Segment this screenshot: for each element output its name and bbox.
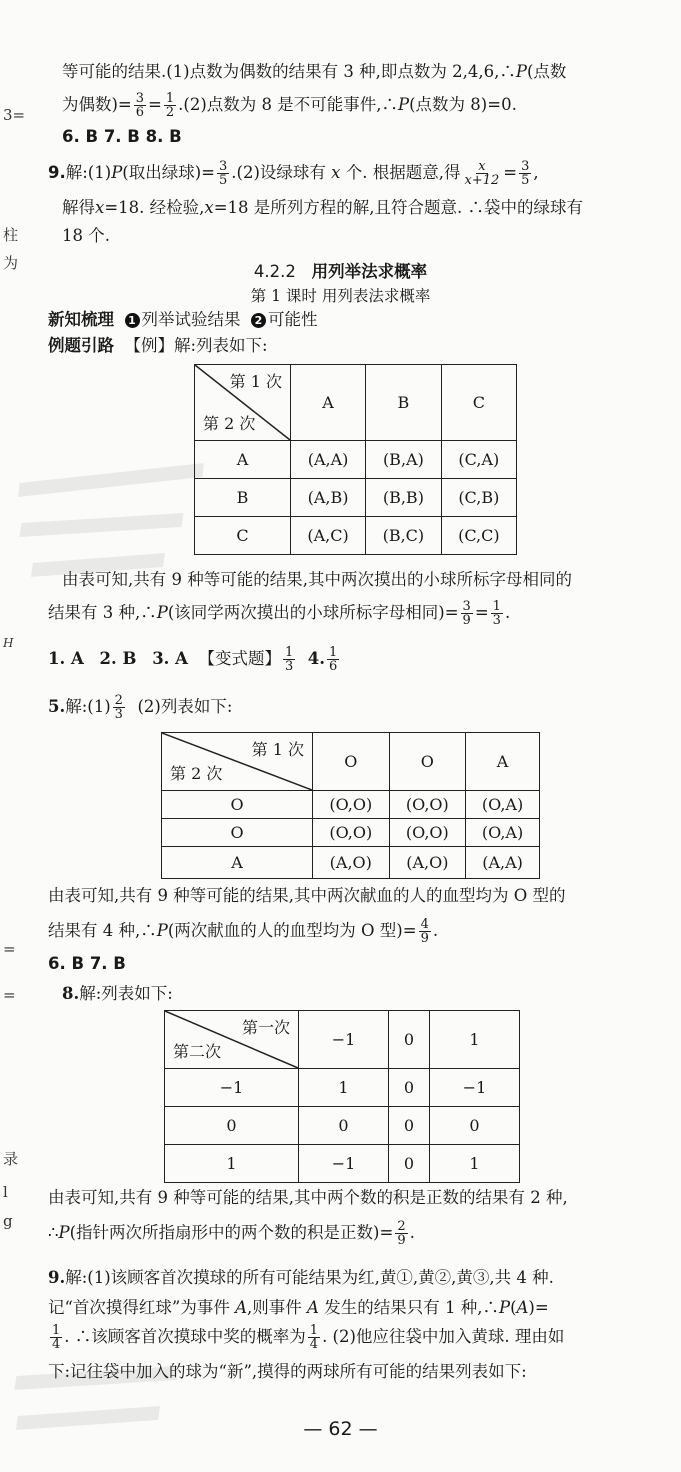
- margin-text: 3=: [3, 106, 26, 124]
- cell: 0: [389, 1069, 430, 1107]
- cell: (O,O): [313, 791, 390, 819]
- answer-line: 下:记往袋中加入的球为“新”,摸得的两球所有可能的结果列表如下:: [48, 1362, 527, 1381]
- fraction: $\frac{1}{6}$: [329, 645, 338, 674]
- answer-line: ∴P(指针两次所指扇形中的两个数的积是正数)= $\frac{2}{9}$ .: [48, 1219, 415, 1248]
- margin-text: g: [3, 1212, 13, 1230]
- margin-text: 录: [3, 1150, 19, 1168]
- answer-line: 结果有 3 种,∴P(该同学两次摸出的小球所标字母相同)= $\frac{3}{9}$ = $\frac{1}{3}$ .: [48, 599, 511, 628]
- cell: (O,A): [466, 791, 540, 819]
- answer-line: 等可能的结果.(1)点数为偶数的结果有 3 种,即点数为 2,4,6,∴P(点数: [62, 62, 567, 81]
- table-row: [162, 791, 540, 819]
- cell: (O,O): [313, 819, 390, 847]
- fraction: $\frac{4}{9}$: [420, 917, 429, 946]
- fraction: $\frac{3}{5}$: [219, 159, 228, 188]
- fraction: $\frac{3}{9}$: [462, 599, 471, 628]
- table-row: [195, 517, 517, 555]
- row-header: O: [162, 791, 313, 819]
- row-header: C: [195, 517, 291, 555]
- margin-text: =: [3, 986, 16, 1004]
- margin-text: l: [3, 1183, 8, 1201]
- table-row: [162, 847, 540, 879]
- row-header: A: [162, 847, 313, 879]
- table-corner: 第一次 第二次: [165, 1011, 299, 1069]
- row-header: −1: [165, 1069, 299, 1107]
- table-products: [164, 1010, 520, 1183]
- answer-line: 9.解:(1)该顾客首次摸球的所有可能结果为红,黄①,黄②,黄③,共 4 种.: [48, 1268, 554, 1287]
- cell: (B,A): [366, 441, 442, 479]
- row-header: O: [162, 819, 313, 847]
- cell: (A,B): [291, 479, 366, 517]
- fraction: $\frac{2}{3}$: [114, 693, 123, 722]
- lesson-title: 第 1 课时 用列表法求概率: [250, 287, 431, 305]
- cell: −1: [299, 1145, 389, 1183]
- col-header: −1: [299, 1011, 389, 1069]
- col-header: 0: [389, 1011, 430, 1069]
- table-row: [195, 441, 517, 479]
- fraction: $\frac{1}{3}$: [492, 599, 501, 628]
- col-header: C: [441, 365, 516, 441]
- answer-line: 1. A 2. B 3. A 【变式题】 $\frac{1}{3}$ 4. $\frac{1}{6}$: [48, 645, 338, 674]
- col-header: A: [466, 733, 540, 791]
- xinzhi-line: 新知梳理 1 列举试验结果 2 可能性: [48, 310, 318, 329]
- cell: (A,A): [466, 847, 540, 879]
- answer-line: 由表可知,共有 9 种等可能的结果,其中两次摸出的小球所标字母相同的: [62, 570, 572, 589]
- col-header: A: [291, 365, 366, 441]
- cell: (B,C): [366, 517, 442, 555]
- table-row: [165, 1145, 520, 1183]
- table-row: [165, 1069, 520, 1107]
- margin-text: =: [3, 940, 16, 958]
- answer-line: 5.解:(1) $\frac{2}{3}$ (2)列表如下:: [48, 693, 233, 722]
- answer-line: 结果有 4 种,∴P(两次献血的人的血型均为 O 型)= $\frac{4}{9}$ .: [48, 917, 439, 946]
- table-example: [194, 364, 517, 555]
- cell: (B,B): [366, 479, 442, 517]
- answer-line: 6. B 7. B 8. B: [62, 127, 182, 146]
- row-header: 0: [165, 1107, 299, 1145]
- answer-line: 为偶数)= $\frac{3}{6}$ = $\frac{1}{2}$ .(2)点数为 8 是不可能事件,∴P(点数为 8)=0.: [62, 91, 517, 120]
- answer-line: 6. B 7. B: [48, 954, 126, 973]
- table-corner: 第 1 次 第 2 次: [162, 733, 313, 791]
- row-header: 1: [165, 1145, 299, 1183]
- page-number: — 62 —: [303, 1418, 378, 1440]
- table-blood-type: [161, 732, 540, 879]
- cell: (A,C): [291, 517, 366, 555]
- row-header: B: [195, 479, 291, 517]
- margin-text: H: [3, 636, 14, 650]
- cell: 1: [429, 1145, 519, 1183]
- answer-line: 9.解:(1)P(取出绿球)= $\frac{3}{5}$ .(2)设绿球有 x 个. 根据题意,得 $\frac{x}{x+12}$ = $\frac{3}{5}$ ,: [48, 159, 539, 188]
- cell: 1: [299, 1069, 389, 1107]
- liti-line: 例题引路 【例】解:列表如下:: [48, 336, 268, 355]
- section-title: 4.2.2 用列举法求概率: [253, 262, 428, 281]
- table-corner: 第 1 次 第 2 次: [195, 365, 291, 441]
- cell: (C,A): [441, 441, 516, 479]
- answer-line: 8.解:列表如下:: [62, 984, 173, 1003]
- cell: (A,O): [313, 847, 390, 879]
- cell: (O,O): [389, 819, 466, 847]
- table-row: [162, 819, 540, 847]
- table-row: [195, 479, 517, 517]
- fraction: $\frac{x}{x+12}$: [464, 159, 500, 188]
- cell: −1: [429, 1069, 519, 1107]
- cell: (O,A): [466, 819, 540, 847]
- cell: (A,O): [389, 847, 466, 879]
- col-header: O: [389, 733, 466, 791]
- cell: 0: [389, 1107, 430, 1145]
- row-header: A: [195, 441, 291, 479]
- cell: (O,O): [389, 791, 466, 819]
- fraction: $\frac{3}{6}$: [135, 91, 145, 120]
- cell: (C,B): [441, 479, 516, 517]
- fraction: $\frac{1}{4}$: [52, 1323, 61, 1352]
- answer-line: 由表可知,共有 9 种等可能的结果,其中两个数的积是正数的结果有 2 种,: [48, 1188, 568, 1207]
- col-header: 1: [429, 1011, 519, 1069]
- cell: (A,A): [291, 441, 366, 479]
- answer-line: 解得x=18. 经检验,x=18 是所列方程的解,且符合题意. ∴袋中的绿球有: [62, 198, 583, 217]
- answer-line: 18 个.: [62, 226, 110, 245]
- answer-line: $\frac{1}{4}$ . ∴该顾客首次摸球中奖的概率为 $\frac{1}{4}$ . (2)他应往袋中加入黄球. 理由如: [52, 1323, 565, 1352]
- table-row: [165, 1107, 520, 1145]
- col-header: O: [313, 733, 390, 791]
- cell: 0: [299, 1107, 389, 1145]
- fraction: $\frac{2}{9}$: [397, 1219, 406, 1248]
- answer-line: 由表可知,共有 9 种等可能的结果,其中两次献血的人的血型均为 O 型的: [48, 886, 566, 905]
- margin-text: 为: [3, 254, 19, 272]
- fraction: $\frac{1}{2}$: [165, 91, 175, 120]
- cell: (C,C): [441, 517, 516, 555]
- col-header: B: [366, 365, 442, 441]
- cell: 0: [389, 1145, 430, 1183]
- fraction: $\frac{1}{4}$: [309, 1323, 319, 1352]
- cell: 0: [429, 1107, 519, 1145]
- fraction: $\frac{3}{5}$: [521, 159, 530, 188]
- margin-text: 柱: [3, 226, 19, 244]
- fraction: $\frac{1}{3}$: [284, 645, 294, 674]
- answer-line: 记“首次摸得红球”为事件 A,则事件 A 发生的结果只有 1 种,∴P(A)=: [48, 1298, 549, 1317]
